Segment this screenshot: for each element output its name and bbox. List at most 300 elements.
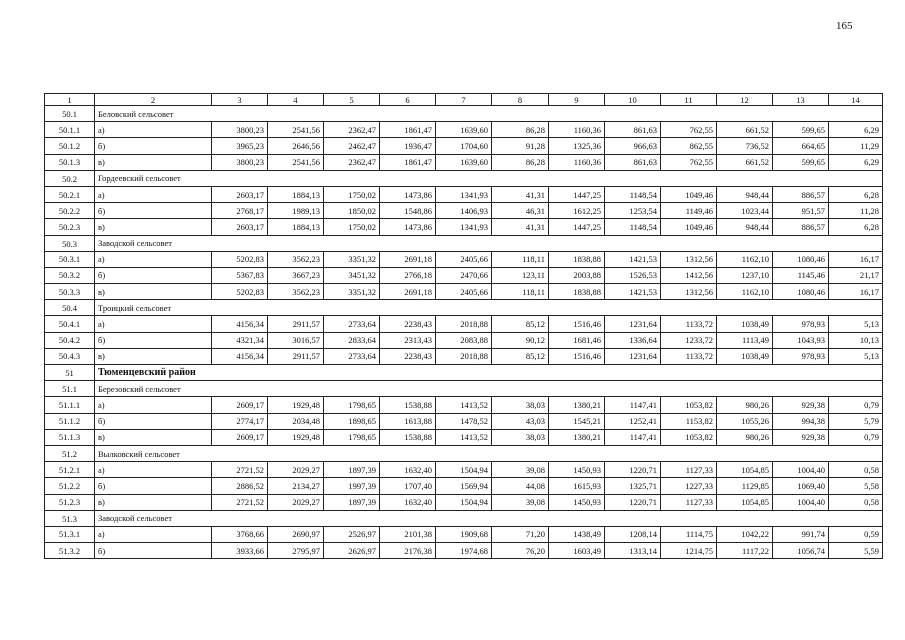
settlement-name: Заводской сельсовет <box>95 510 883 526</box>
value-cell: 1897,39 <box>324 462 380 478</box>
value-cell: 978,93 <box>773 348 829 364</box>
value-cell: 2003,88 <box>549 267 605 283</box>
value-cell: 929,38 <box>773 429 829 445</box>
value-cell: 1237,10 <box>717 267 773 283</box>
value-cell: 1220,71 <box>605 462 661 478</box>
value-cell: 46,31 <box>492 203 549 219</box>
value-cell: 5202,83 <box>212 251 268 267</box>
column-header: 11 <box>661 94 717 106</box>
row-label: в) <box>95 219 212 235</box>
row-label: в) <box>95 348 212 364</box>
value-cell: 2795,97 <box>268 543 324 559</box>
column-header: 7 <box>436 94 492 106</box>
value-cell: 1004,40 <box>773 494 829 510</box>
value-cell: 5202,83 <box>212 284 268 300</box>
value-cell: 39,08 <box>492 494 549 510</box>
value-cell: 2886,52 <box>212 478 268 494</box>
value-cell: 0,58 <box>829 494 883 510</box>
value-cell: 1861,47 <box>380 122 436 138</box>
row-label: в) <box>95 494 212 510</box>
value-cell: 16,17 <box>829 251 883 267</box>
value-cell: 1325,71 <box>605 478 661 494</box>
group-row <box>45 170 883 186</box>
row-code: 50.3 <box>45 235 95 251</box>
value-cell: 2768,17 <box>212 203 268 219</box>
value-cell: 6,29 <box>829 122 883 138</box>
value-cell: 2134,27 <box>268 478 324 494</box>
value-cell: 1149,46 <box>661 203 717 219</box>
value-cell: 2313,43 <box>380 332 436 348</box>
value-cell: 2691,18 <box>380 251 436 267</box>
group-row <box>45 445 883 461</box>
value-cell: 1929,48 <box>268 429 324 445</box>
value-cell: 1253,54 <box>605 203 661 219</box>
value-cell: 2405,66 <box>436 251 492 267</box>
value-cell: 1227,33 <box>661 478 717 494</box>
table-row <box>45 397 883 413</box>
value-cell: 1504,94 <box>436 494 492 510</box>
row-code: 50.1 <box>45 106 95 122</box>
value-cell: 5,13 <box>829 316 883 332</box>
value-cell: 1038,49 <box>717 316 773 332</box>
value-cell: 21,17 <box>829 267 883 283</box>
value-cell: 2911,57 <box>268 348 324 364</box>
table-row <box>45 122 883 138</box>
settlement-name: Березовский сельсовет <box>95 381 883 397</box>
table-row <box>45 267 883 283</box>
value-cell: 1147,41 <box>605 397 661 413</box>
value-cell: 1861,47 <box>380 154 436 170</box>
value-cell: 1049,46 <box>661 186 717 202</box>
value-cell: 1312,56 <box>661 251 717 267</box>
value-cell: 11,28 <box>829 203 883 219</box>
value-cell: 1148,54 <box>605 219 661 235</box>
value-cell: 2766,18 <box>380 267 436 283</box>
value-cell: 2646,56 <box>268 138 324 154</box>
row-code: 50.4 <box>45 300 95 316</box>
value-cell: 1681,46 <box>549 332 605 348</box>
value-cell: 71,20 <box>492 526 549 542</box>
value-cell: 861,63 <box>605 122 661 138</box>
value-cell: 3933,66 <box>212 543 268 559</box>
value-cell: 2034,48 <box>268 413 324 429</box>
value-cell: 118,11 <box>492 284 549 300</box>
value-cell: 2238,43 <box>380 316 436 332</box>
value-cell: 41,31 <box>492 219 549 235</box>
value-cell: 1974,68 <box>436 543 492 559</box>
group-row <box>45 510 883 526</box>
row-code: 51.2.3 <box>45 494 95 510</box>
value-cell: 4321,34 <box>212 332 268 348</box>
value-cell: 1162,10 <box>717 251 773 267</box>
table-row <box>45 284 883 300</box>
value-cell: 661,52 <box>717 122 773 138</box>
value-cell: 1516,46 <box>549 348 605 364</box>
value-cell: 1208,14 <box>605 526 661 542</box>
value-cell: 1632,40 <box>380 462 436 478</box>
value-cell: 1080,46 <box>773 251 829 267</box>
column-header: 14 <box>829 94 883 106</box>
value-cell: 2029,27 <box>268 494 324 510</box>
value-cell: 1603,49 <box>549 543 605 559</box>
value-cell: 1438,49 <box>549 526 605 542</box>
value-cell: 2176,38 <box>380 543 436 559</box>
tariff-table <box>44 93 883 559</box>
value-cell: 3351,32 <box>324 251 380 267</box>
value-cell: 2691,18 <box>380 284 436 300</box>
value-cell: 1406,93 <box>436 203 492 219</box>
column-header: 9 <box>549 94 605 106</box>
value-cell: 1798,65 <box>324 429 380 445</box>
row-code: 50.3.2 <box>45 267 95 283</box>
value-cell: 1750,02 <box>324 219 380 235</box>
settlement-name: Гордеевский сельсовет <box>95 170 883 186</box>
value-cell: 1054,85 <box>717 462 773 478</box>
value-cell: 1516,46 <box>549 316 605 332</box>
value-cell: 1936,47 <box>380 138 436 154</box>
row-code: 51.2.1 <box>45 462 95 478</box>
table-body <box>45 106 883 559</box>
group-row <box>45 106 883 122</box>
value-cell: 2541,56 <box>268 154 324 170</box>
row-label: б) <box>95 332 212 348</box>
column-header: 5 <box>324 94 380 106</box>
row-code: 50.4.1 <box>45 316 95 332</box>
value-cell: 1054,85 <box>717 494 773 510</box>
value-cell: 1989,13 <box>268 203 324 219</box>
row-label: б) <box>95 203 212 219</box>
value-cell: 1114,75 <box>661 526 717 542</box>
value-cell: 1312,56 <box>661 284 717 300</box>
value-cell: 1473,86 <box>380 186 436 202</box>
value-cell: 6,28 <box>829 186 883 202</box>
row-code: 51.3.2 <box>45 543 95 559</box>
value-cell: 1162,10 <box>717 284 773 300</box>
table-row <box>45 526 883 542</box>
table-row <box>45 543 883 559</box>
value-cell: 2609,17 <box>212 429 268 445</box>
value-cell: 1049,46 <box>661 219 717 235</box>
region-name: Тюменцевский район <box>95 365 883 381</box>
table-row <box>45 413 883 429</box>
value-cell: 599,65 <box>773 122 829 138</box>
row-code: 51 <box>45 365 95 381</box>
value-cell: 1447,25 <box>549 186 605 202</box>
value-cell: 1639,60 <box>436 122 492 138</box>
value-cell: 2405,66 <box>436 284 492 300</box>
value-cell: 1220,71 <box>605 494 661 510</box>
table-row <box>45 186 883 202</box>
value-cell: 3800,23 <box>212 154 268 170</box>
value-cell: 2018,88 <box>436 316 492 332</box>
value-cell: 3562,23 <box>268 251 324 267</box>
value-cell: 1055,26 <box>717 413 773 429</box>
value-cell: 2774,17 <box>212 413 268 429</box>
value-cell: 1053,82 <box>661 429 717 445</box>
value-cell: 1615,93 <box>549 478 605 494</box>
row-label: а) <box>95 122 212 138</box>
value-cell: 2362,47 <box>324 122 380 138</box>
column-header: 3 <box>212 94 268 106</box>
value-cell: 86,28 <box>492 122 549 138</box>
settlement-name: Беловский сельсовет <box>95 106 883 122</box>
value-cell: 1478,52 <box>436 413 492 429</box>
value-cell: 6,29 <box>829 154 883 170</box>
value-cell: 1231,64 <box>605 316 661 332</box>
value-cell: 3768,66 <box>212 526 268 542</box>
value-cell: 1613,88 <box>380 413 436 429</box>
value-cell: 2721,52 <box>212 462 268 478</box>
value-cell: 994,38 <box>773 413 829 429</box>
row-label: а) <box>95 397 212 413</box>
value-cell: 1545,21 <box>549 413 605 429</box>
group-row <box>45 235 883 251</box>
value-cell: 980,26 <box>717 397 773 413</box>
value-cell: 762,55 <box>661 154 717 170</box>
value-cell: 1380,21 <box>549 429 605 445</box>
value-cell: 1127,33 <box>661 462 717 478</box>
value-cell: 1325,36 <box>549 138 605 154</box>
value-cell: 2626,97 <box>324 543 380 559</box>
value-cell: 2690,97 <box>268 526 324 542</box>
value-cell: 599,65 <box>773 154 829 170</box>
value-cell: 1421,53 <box>605 251 661 267</box>
row-code: 51.1.1 <box>45 397 95 413</box>
value-cell: 1838,88 <box>549 251 605 267</box>
value-cell: 1231,64 <box>605 348 661 364</box>
value-cell: 2462,47 <box>324 138 380 154</box>
value-cell: 3451,32 <box>324 267 380 283</box>
value-cell: 2029,27 <box>268 462 324 478</box>
value-cell: 1421,53 <box>605 284 661 300</box>
value-cell: 5,79 <box>829 413 883 429</box>
row-code: 50.2.1 <box>45 186 95 202</box>
table-row <box>45 219 883 235</box>
value-cell: 1413,52 <box>436 429 492 445</box>
value-cell: 4156,34 <box>212 316 268 332</box>
value-cell: 1538,88 <box>380 429 436 445</box>
value-cell: 44,08 <box>492 478 549 494</box>
column-header: 4 <box>268 94 324 106</box>
value-cell: 1148,54 <box>605 186 661 202</box>
value-cell: 2833,64 <box>324 332 380 348</box>
value-cell: 118,11 <box>492 251 549 267</box>
value-cell: 0,79 <box>829 429 883 445</box>
value-cell: 1341,93 <box>436 219 492 235</box>
value-cell: 4156,34 <box>212 348 268 364</box>
value-cell: 2603,17 <box>212 219 268 235</box>
value-cell: 1450,93 <box>549 462 605 478</box>
value-cell: 1707,40 <box>380 478 436 494</box>
value-cell: 2018,88 <box>436 348 492 364</box>
row-label: в) <box>95 154 212 170</box>
value-cell: 1798,65 <box>324 397 380 413</box>
value-cell: 2101,38 <box>380 526 436 542</box>
value-cell: 664,65 <box>773 138 829 154</box>
value-cell: 886,57 <box>773 219 829 235</box>
value-cell: 1129,85 <box>717 478 773 494</box>
value-cell: 966,63 <box>605 138 661 154</box>
row-label: а) <box>95 526 212 542</box>
value-cell: 3016,57 <box>268 332 324 348</box>
value-cell: 1145,46 <box>773 267 829 283</box>
row-code: 51.3.1 <box>45 526 95 542</box>
value-cell: 1909,68 <box>436 526 492 542</box>
value-cell: 1038,49 <box>717 348 773 364</box>
value-cell: 10,13 <box>829 332 883 348</box>
row-code: 51.1 <box>45 381 95 397</box>
value-cell: 3351,32 <box>324 284 380 300</box>
value-cell: 951,57 <box>773 203 829 219</box>
value-cell: 5,59 <box>829 543 883 559</box>
value-cell: 1127,33 <box>661 494 717 510</box>
value-cell: 5367,83 <box>212 267 268 283</box>
value-cell: 1838,88 <box>549 284 605 300</box>
value-cell: 3800,23 <box>212 122 268 138</box>
value-cell: 1133,72 <box>661 348 717 364</box>
value-cell: 980,26 <box>717 429 773 445</box>
value-cell: 1056,74 <box>773 543 829 559</box>
row-label: б) <box>95 267 212 283</box>
table-row <box>45 138 883 154</box>
value-cell: 2721,52 <box>212 494 268 510</box>
value-cell: 2733,64 <box>324 316 380 332</box>
row-code: 50.3.1 <box>45 251 95 267</box>
value-cell: 1929,48 <box>268 397 324 413</box>
row-code: 50.2.3 <box>45 219 95 235</box>
value-cell: 0,58 <box>829 462 883 478</box>
table-row <box>45 332 883 348</box>
column-header: 2 <box>95 94 212 106</box>
value-cell: 948,44 <box>717 186 773 202</box>
value-cell: 1113,49 <box>717 332 773 348</box>
value-cell: 38,03 <box>492 429 549 445</box>
value-cell: 1750,02 <box>324 186 380 202</box>
value-cell: 2238,43 <box>380 348 436 364</box>
value-cell: 2526,97 <box>324 526 380 542</box>
row-label: а) <box>95 462 212 478</box>
row-code: 51.2 <box>45 445 95 461</box>
settlement-name: Вылковский сельсовет <box>95 445 883 461</box>
value-cell: 5,58 <box>829 478 883 494</box>
value-cell: 2609,17 <box>212 397 268 413</box>
value-cell: 91,28 <box>492 138 549 154</box>
value-cell: 1004,40 <box>773 462 829 478</box>
value-cell: 1612,25 <box>549 203 605 219</box>
table-row <box>45 348 883 364</box>
value-cell: 123,11 <box>492 267 549 283</box>
value-cell: 3562,23 <box>268 284 324 300</box>
row-label: в) <box>95 429 212 445</box>
value-cell: 1897,39 <box>324 494 380 510</box>
column-header: 12 <box>717 94 773 106</box>
value-cell: 1147,41 <box>605 429 661 445</box>
value-cell: 11,29 <box>829 138 883 154</box>
value-cell: 929,38 <box>773 397 829 413</box>
row-label: а) <box>95 316 212 332</box>
value-cell: 1538,88 <box>380 397 436 413</box>
value-cell: 1042,22 <box>717 526 773 542</box>
value-cell: 661,52 <box>717 154 773 170</box>
value-cell: 1160,36 <box>549 122 605 138</box>
table-row <box>45 251 883 267</box>
value-cell: 86,28 <box>492 154 549 170</box>
value-cell: 1023,44 <box>717 203 773 219</box>
value-cell: 991,74 <box>773 526 829 542</box>
column-header: 13 <box>773 94 829 106</box>
value-cell: 1997,39 <box>324 478 380 494</box>
row-label: а) <box>95 186 212 202</box>
value-cell: 1160,36 <box>549 154 605 170</box>
value-cell: 1447,25 <box>549 219 605 235</box>
value-cell: 2362,47 <box>324 154 380 170</box>
value-cell: 39,08 <box>492 462 549 478</box>
value-cell: 1548,86 <box>380 203 436 219</box>
row-code: 50.1.2 <box>45 138 95 154</box>
value-cell: 762,55 <box>661 122 717 138</box>
settlement-name: Троицкий сельсовет <box>95 300 883 316</box>
value-cell: 1153,82 <box>661 413 717 429</box>
value-cell: 1133,72 <box>661 316 717 332</box>
value-cell: 1450,93 <box>549 494 605 510</box>
value-cell: 0,59 <box>829 526 883 542</box>
row-code: 50.3.3 <box>45 284 95 300</box>
group-row <box>45 300 883 316</box>
row-label: а) <box>95 251 212 267</box>
value-cell: 41,31 <box>492 186 549 202</box>
row-code: 50.1.3 <box>45 154 95 170</box>
value-cell: 1850,02 <box>324 203 380 219</box>
row-code: 51.1.2 <box>45 413 95 429</box>
row-code: 50.2 <box>45 170 95 186</box>
row-code: 51.1.3 <box>45 429 95 445</box>
value-cell: 76,20 <box>492 543 549 559</box>
value-cell: 1080,46 <box>773 284 829 300</box>
value-cell: 1412,56 <box>661 267 717 283</box>
value-cell: 948,44 <box>717 219 773 235</box>
value-cell: 2541,56 <box>268 122 324 138</box>
column-header: 8 <box>492 94 549 106</box>
value-cell: 1473,86 <box>380 219 436 235</box>
value-cell: 2083,88 <box>436 332 492 348</box>
value-cell: 1117,22 <box>717 543 773 559</box>
row-code: 51.2.2 <box>45 478 95 494</box>
group-row <box>45 381 883 397</box>
value-cell: 1252,41 <box>605 413 661 429</box>
value-cell: 3667,23 <box>268 267 324 283</box>
value-cell: 1569,94 <box>436 478 492 494</box>
value-cell: 2733,64 <box>324 348 380 364</box>
value-cell: 85,12 <box>492 348 549 364</box>
row-label: б) <box>95 543 212 559</box>
row-code: 51.3 <box>45 510 95 526</box>
value-cell: 736,52 <box>717 138 773 154</box>
value-cell: 1632,40 <box>380 494 436 510</box>
value-cell: 886,57 <box>773 186 829 202</box>
settlement-name: Заводской сельсовет <box>95 235 883 251</box>
table-row <box>45 203 883 219</box>
row-code: 50.1.1 <box>45 122 95 138</box>
value-cell: 16,17 <box>829 284 883 300</box>
table-row <box>45 429 883 445</box>
value-cell: 85,12 <box>492 316 549 332</box>
value-cell: 3965,23 <box>212 138 268 154</box>
value-cell: 862,55 <box>661 138 717 154</box>
value-cell: 1884,13 <box>268 186 324 202</box>
value-cell: 2603,17 <box>212 186 268 202</box>
table-row <box>45 478 883 494</box>
value-cell: 1898,65 <box>324 413 380 429</box>
